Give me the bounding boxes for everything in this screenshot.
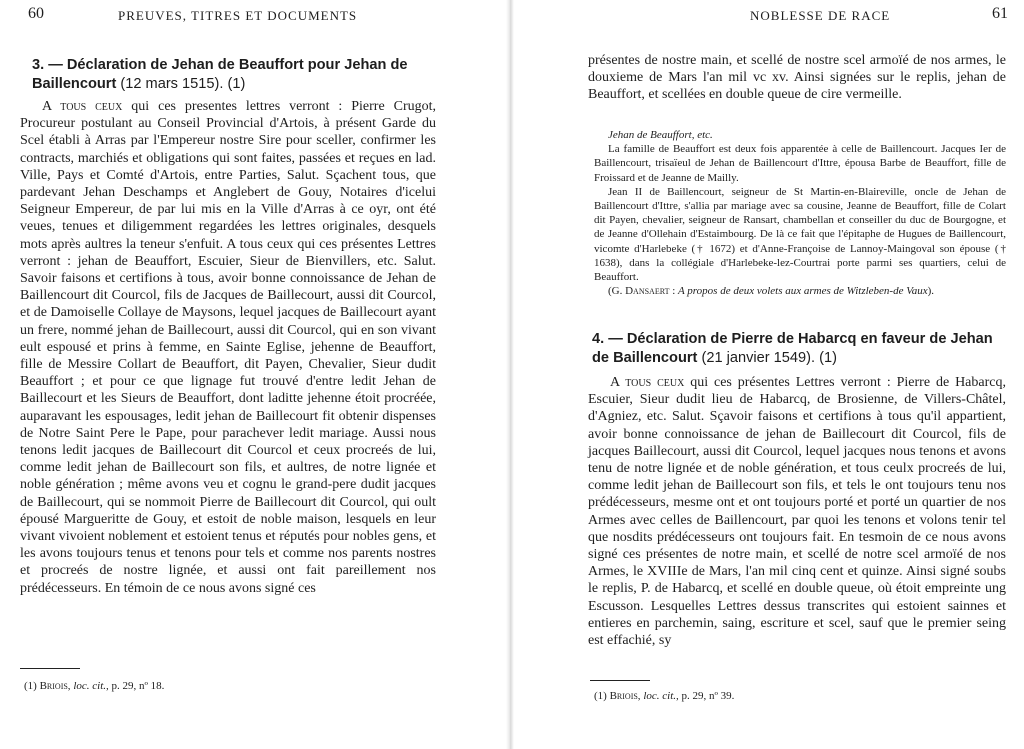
left-page-number: 60 — [28, 5, 44, 22]
left-footnote-author: Briois, — [39, 680, 71, 692]
right-footnote — [594, 690, 734, 702]
left-body-lead: A tous ceux — [42, 99, 123, 114]
left-footnote-rule — [20, 668, 80, 669]
left-body-paragraph: qui ces presentes lettres verront : Pierre Crugot, Procureur postulant au Conseil Provincial d'Artois, à présent Garde du Scel établi à Arras par l'Empereur nostre Sire pour sceller, confirmer les contracts, marchiés et obligations qui sont faites, passées et reçues en lad. Ville, Pays et Comté d'Artois, entre Parties, Salut. Sçachent tous, que pardevant Jehan Deschamps et Anglebert de Gouy, Notaires d'icelui Seigneur Empereur, de par lui mis en la Ville d'Arras à ce oyr, ont été veues, tenues et diligemment regardées les lettres originales, desquels mots après aultres la teneur s'enfuit. A tous ceux qui ces présentes Lettres verront : jehan de Beauffort, Escuier, Sieur de Bienvillers, etc. Salut. Savoir faisons et certifions à tous, avoir bonne connoissance de Jehan de Baillencourt dit Courcol, fils de Jacques de Baillecourt, aussi dit Courcol, et de Damoiselle Collaye de Maysons, lequel jacques de Baillecourt ayant un frere, nommé jehan de Baillecourt, aussi dit Courcol, qui en son vivant eult espousé et prins à femme, en Sainte Eglise, jehenne de Beauffort, fille de Messire Collart de Beauffort, dit Payen, Chevalier, Sieur dudit Beauffort ; et pour ce que lignage fut trouvé d'entre ledit Jehan de Baillecourt et les Sieurs de Beauffort, dont laditte jehenne étoit procréée, auparavant les espousages, ledit jehan de Baillecourt fit obtenir dispenses de Notre Saint Pere le Pape, pour parachever ledit mariage. Aussi nous tenons ledit jacques de Baillecourt dit Courcol et ceux procreés de lui, comme ledit jehan de Baillecourt son fils, et aultres, de notre lignée et noble génération ; même avons veu et cognu le grand-pere dudit jacques de Baillecourt, qui se nommoit Pierre de Baillecourt dit Courcol, qui oult épousé Margueritte de Gouy, et estoit de noble maison, lesquels en leur vivant vivoient noblement et estoient tenus et réputés pour nobles gens, et les avons toujours tenus et tenons pour tels et comme nos parents nostres et procreés de nostre lignée, et aussi ont fait pareillement nos prédécesseurs. En témoin de ce nous avons signé ces — [20, 99, 436, 596]
right-page — [512, 0, 1024, 749]
right-footnote-number: (1) — [594, 690, 607, 702]
right-section-heading — [592, 330, 1004, 368]
note-source — [594, 284, 1006, 298]
left-footnote — [24, 680, 164, 692]
left-page — [0, 0, 507, 749]
right-editor-notes — [594, 128, 1006, 298]
note-source-title: A propos de deux volets aux armes de Witzleben-de Vaux — [678, 285, 928, 298]
left-running-head: PREUVES, TITRES ET DOCUMENTS — [118, 8, 358, 23]
left-heading-title: 3. — Déclaration de Jehan de Beauffort pour Jehan de Baillencourt — [32, 57, 408, 92]
right-body-paragraph: qui ces présentes Lettres verront : Pierre de Habarcq, Escuier, Sieur dudit lieu de Habarcq, de Brosienne, de Villers-Châtel, d'Agniez, etc. Salut. Sçavoir faisons et certifions à tous qu'il appartient, avoir bonne connoissance de jehan de Baillecourt dit Courcol, fils de jacques Baillecourt, aussi dit Courcol, lequel jacques nous tenons et avons tenu de notre lignée et de noble génération, et tous ceulx procreés de lui, comme ledit jehan de Baillecourt son fils, et tels le ont toujours tenu nos prédécesseurs, mesme ont et ont toujours porté et porté un quartier de nos Armes avec celles de Baillencourt, par quoi les tenons et volons tenir tel que nosdits prédécesseurs ont toujours fait. En tesmoin de ce nous avons signé ces présentes de notre main, et scellé de notre scel armoïé de nos Armes, le XVIIIe de Mars, l'an mil cinq cent et quinze. Ainsi signé soubs le replis, P. de Habarcq, et scellé en double queue, où étoit empreinte ung Escusson. Lesquelles Lettres dessus transcrites qui estoient sainnes et entieres en parchemin, saing, escriture et scel, sauf que le premier seing est effachié, sy — [588, 375, 1006, 649]
left-footnote-reference: p. 29, nº 18. — [111, 680, 165, 692]
right-page-number: 61 — [992, 5, 1008, 22]
left-footnote-citation: loc. cit., — [73, 680, 109, 692]
right-running-head: NOBLESSE DE RACE — [750, 8, 891, 23]
right-body-lead: A tous ceux — [610, 375, 685, 390]
note-paragraph-2: Jean II de Baillencourt, seigneur de St Martin-en-Blaireville, oncle de Jehan de Baillencourt d'Ittre, s'allia par mariage avec sa cousine, Jeanne de Beauffort, fille de Colart dit Payen, chevalier, seigneur de Ransart, chambellan et conseiller du duc de Bourgogne, et de Jeanne d'Ollehain d'Estaimbourg. De là ce fait que l'épitaphe de Hugues de Baillencourt, vicomte d'Harlebeke († 1672) et d'Anne-Françoise de Lannoy-Maingoval son épouse († 1638), dans la collégiale d'Harlebeke-lez-Courtrai porte parmi ses quartiers, celui de Beauffort. — [594, 185, 1006, 284]
left-footnote-number: (1) — [24, 680, 37, 692]
note-signature: Jehan de Beauffort, etc. — [608, 129, 713, 141]
right-footnote-rule — [590, 680, 650, 681]
right-body-text — [588, 374, 1006, 649]
right-heading-title: 4. — Déclaration de Pierre de Habarcq en faveur de Jehan de Baillencourt — [592, 331, 993, 366]
left-body-text — [20, 98, 436, 597]
right-footnote-citation: loc. cit., — [643, 690, 679, 702]
right-footnote-reference: p. 29, nº 39. — [681, 690, 735, 702]
right-heading-date: (21 janvier 1549). (1) — [701, 350, 837, 366]
right-footnote-author: Briois, — [609, 690, 641, 702]
left-heading-date: (12 mars 1515). (1) — [120, 76, 246, 92]
note-paragraph-1: La famille de Beauffort est deux fois apparentée à celle de Baillencourt. Jacques Ier de Baillencourt, trisaïeul de Jehan de Baillencourt d'Ittre, épousa Barbe de Beauffort, fille de Froissard et de Jeanne de Mailly. — [594, 143, 1006, 184]
right-body-top — [588, 52, 1006, 104]
note-source-end: ). — [927, 285, 935, 298]
left-section-heading — [32, 56, 440, 94]
note-source-author: (G. Dansaert : — [608, 285, 676, 298]
right-body-top-paragraph: présentes de nostre main, et scellé de nostre scel armoïé de nos armes, le douxieme de Mars l'an mil vc xv. Ainsi signées sur le replis, jehan de Beauffort, et scellées en double queue de cire vermeille. — [588, 53, 1006, 103]
